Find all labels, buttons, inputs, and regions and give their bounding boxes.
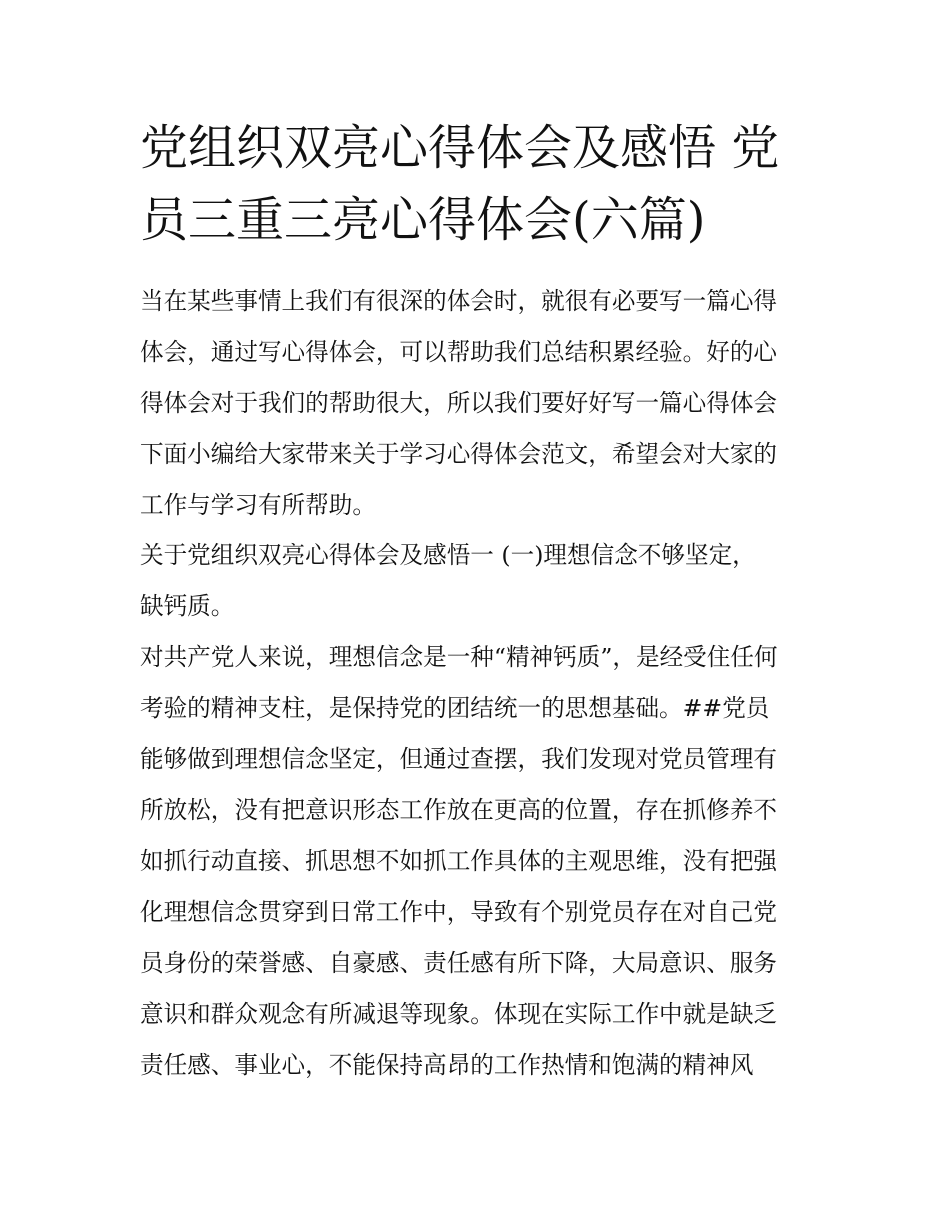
text-line: 缺钙质。 xyxy=(140,592,235,620)
text-line: 化理想信念贯穿到日常工作中，导致有个别党员存在对自己党 xyxy=(140,898,778,926)
text-line: 得体会对于我们的帮助很大，所以我们要好好写一篇心得体会 xyxy=(140,389,778,417)
text-line: 工作与学习有所帮助。 xyxy=(140,491,376,519)
title-line: 员三重三亮心得体会(六篇) xyxy=(140,192,706,248)
text-line: 体会，通过写心得体会，可以帮助我们总结积累经验。好的心 xyxy=(140,338,778,366)
text-line: 所放松，没有把意识形态工作放在更高的位置，存在抓修养不 xyxy=(140,796,778,824)
text-line: 下面小编给大家带来关于学习心得体会范文，希望会对大家的 xyxy=(140,440,778,468)
text-line: 员身份的荣誉感、自豪感、责任感有所下降，大局意识、服务 xyxy=(140,949,778,977)
title-line: 党组织双亮心得体会及感悟 党 xyxy=(140,120,780,176)
body-paragraph xyxy=(140,632,830,1091)
section-heading-paragraph xyxy=(140,530,830,632)
text-line: 当在某些事情上我们有很深的体会时，就很有必要写一篇心得 xyxy=(140,287,778,315)
text-line: 对共产党人来说，理想信念是一种“精神钙质”，是经受住任何 xyxy=(140,643,778,671)
text-line: 意识和群众观念有所减退等现象。体现在实际工作中就是缺乏 xyxy=(140,1000,778,1028)
text-line: 关于党组织双亮心得体会及感悟一 (一)理想信念不够坚定， xyxy=(140,541,756,569)
text-line: 如抓行动直接、抓思想不如抓工作具体的主观思维，没有把强 xyxy=(140,847,778,875)
text-line: 责任感、事业心，不能保持高昂的工作热情和饱满的精神风 xyxy=(140,1051,754,1079)
text-line: 能够做到理想信念坚定，但通过查摆，我们发现对党员管理有 xyxy=(140,745,778,773)
document-title xyxy=(140,112,830,256)
text-line: 考验的精神支柱，是保持党的团结统一的思想基础。##党员 xyxy=(140,694,770,722)
intro-paragraph xyxy=(140,276,830,531)
